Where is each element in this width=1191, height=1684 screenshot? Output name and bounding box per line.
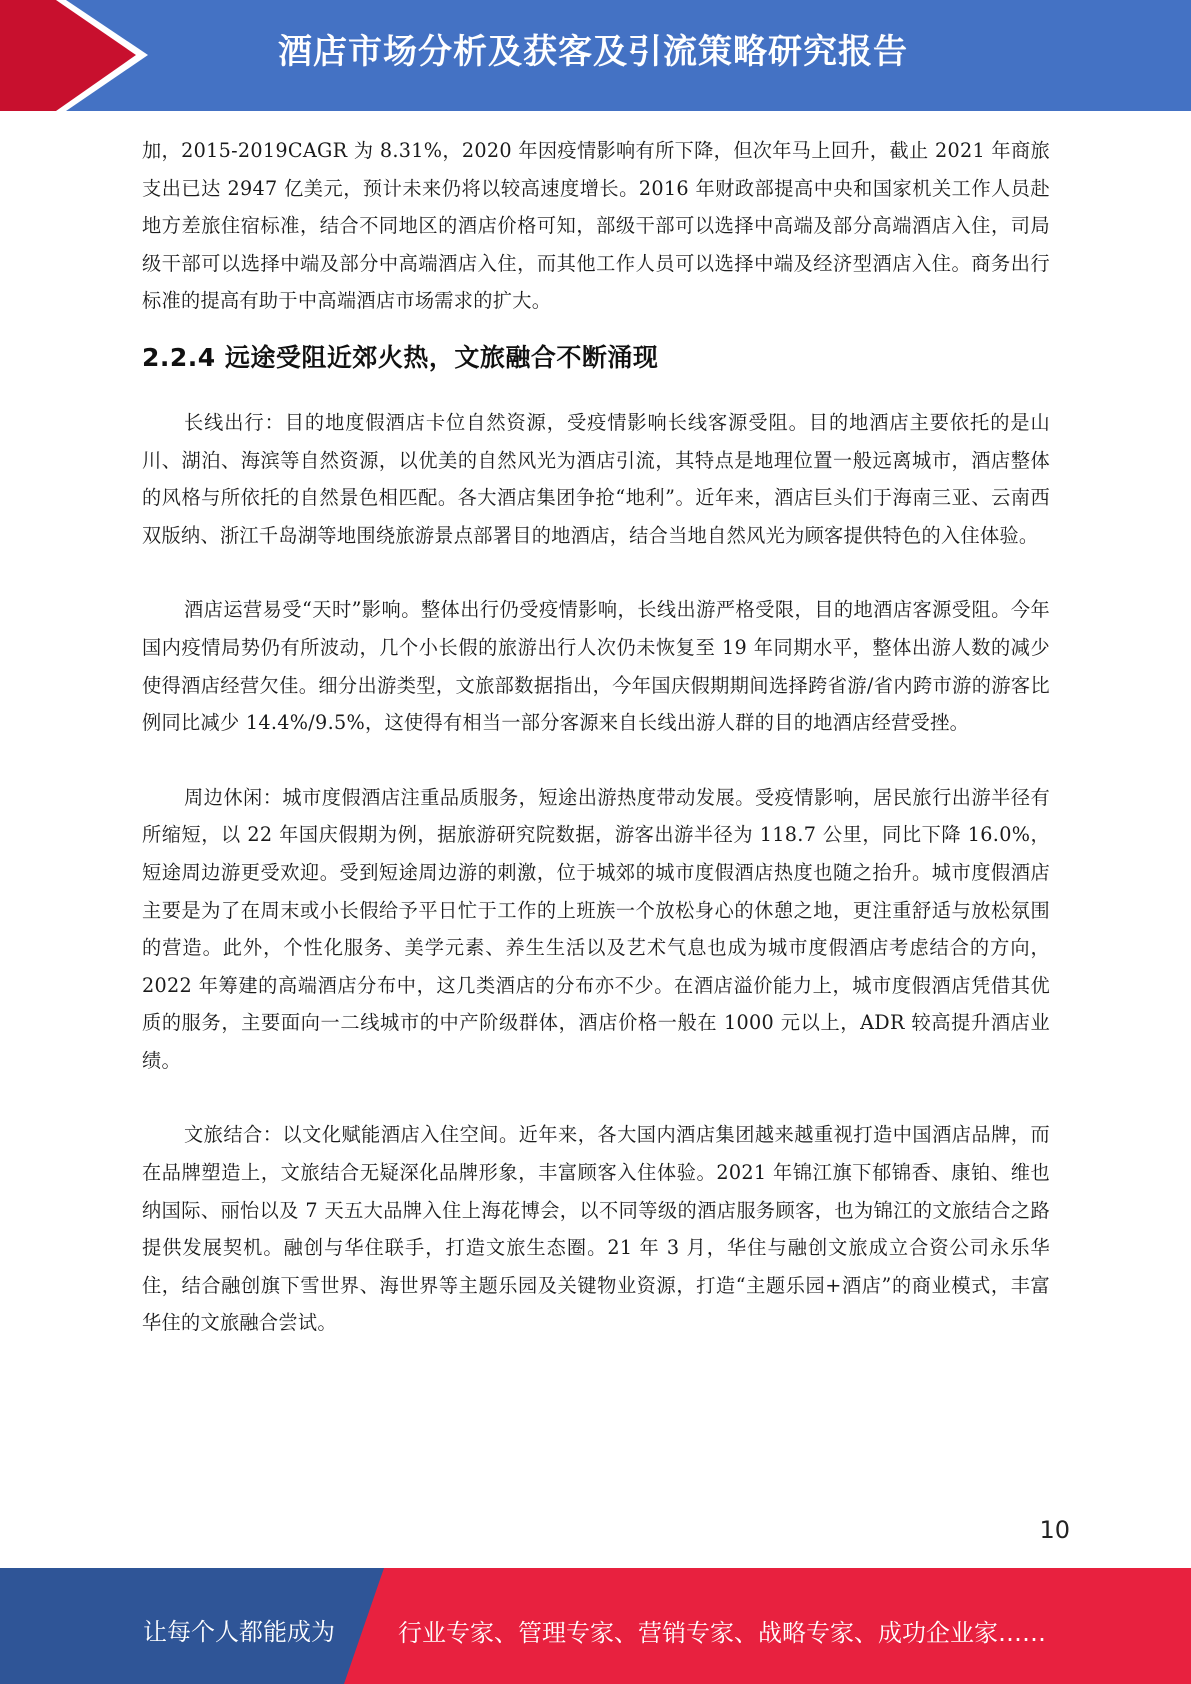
footer-slogan-left: 让每个人都能成为 bbox=[143, 1618, 335, 1646]
paragraph-long-distance-travel: 长线出行：目的地度假酒店卡位自然资源，受疫情影响长线客源受阻。目的地酒店主要依托的是山川、湖泊、海滨等自然资源，以优美的自然风光为酒店引流，其特点是地理位置一般远离城市，酒店整体的风格与所依托的自然景色相匹配。各大酒店集团争抢“地利”。近年来，酒店巨头们于海南三亚、云南西双版纳、浙江千岛湖等地围绕旅游景点部署目的地酒店，结合当地自然风光为顾客提供特色的入住体验。 bbox=[142, 410, 1050, 547]
paragraph-culture-tourism: 文旅结合：以文化赋能酒店入住空间。近年来，各大国内酒店集团越来越重视打造中国酒店品牌，而在品牌塑造上，文旅结合无疑深化品牌形象，丰富顾客入住体验。2021 年锦江旗下郁锦香、康铂、维也纳国际、丽怡以及 7 天五大品牌入住上海花博会，以不同等级的酒店服务顾客，也为锦江的文旅结合之路提供发展契机。融创与华住联手，打造文旅生态圈。21 年 3 月，华住与融创文旅成立合资公司永乐华住，结合融创旗下雪世界、海世界等主题乐园及关键物业资源，打造“主题乐园+酒店”的商业模式，丰富华住的文旅融合尝试。 bbox=[142, 1123, 1050, 1335]
page-number: 10 bbox=[1039, 1516, 1070, 1544]
page-header bbox=[0, 0, 1191, 111]
header-chevron-decoration bbox=[0, 0, 160, 111]
section-heading: 2.2.4 远途受阻近郊火热，文旅融合不断涌现 bbox=[142, 342, 659, 372]
page-footer bbox=[0, 1568, 1191, 1684]
intro-paragraph: 加，2015-2019CAGR 为 8.31%，2020 年因疫情影响有所下降，但次年马上回升，截止 2021 年商旅支出已达 2947 亿美元，预计未来仍将以较高速度增长。2016 年财政部提高中央和国家机关工作人员赴地方差旅住宿标准，结合不同地区的酒店价格可知，部级干部可以选择中高端及部分高端酒店入住，司局级干部可以选择中端及部分中高端酒店入住，而其他工作人员可以选择中端及经济型酒店入住。商务出行标准的提高有助于中高端酒店市场需求的扩大。 bbox=[142, 139, 1050, 313]
main-content bbox=[142, 132, 1050, 1342]
footer-slogan-right: 行业专家、管理专家、营销专家、战略专家、成功企业家…… bbox=[398, 1619, 1046, 1647]
report-title: 酒店市场分析及获客及引流策略研究报告 bbox=[278, 32, 908, 72]
paragraph-nearby-leisure: 周边休闲：城市度假酒店注重品质服务，短途出游热度带动发展。受疫情影响，居民旅行出游半径有所缩短，以 22 年国庆假期为例，据旅游研究院数据，游客出游半径为 118.7 公里，同比下降 16.0%，短途周边游更受欢迎。受到短途周边游的刺激，位于城郊的城市度假酒店热度也随之抬升。城市度假酒店主要是为了在周末或小长假给予平日忙于工作的上班族一个放松身心的休憩之地，更注重舒适与放松氛围的营造。此外，个性化服务、美学元素、养生生活以及艺术气息也成为城市度假酒店考虑结合的方向，2022 年筹建的高端酒店分布中，这几类酒店的分布亦不少。在酒店溢价能力上，城市度假酒店凭借其优质的服务，主要面向一二线城市的中产阶级群体，酒店价格一般在 1000 元以上，ADR 较高提升酒店业绩。 bbox=[142, 785, 1050, 1072]
paragraph-timing-impact: 酒店运营易受“天时”影响。整体出行仍受疫情影响，长线出游严格受限，目的地酒店客源受阻。今年国内疫情局势仍有所波动，几个小长假的旅游出行人次仍未恢复至 19 年同期水平，整体出游人数的减少使得酒店经营欠佳。细分出游类型，文旅部数据指出，今年国庆假期期间选择跨省游/省内跨市游的游客比例同比减少 14.4%/9.5%，这使得有相当一部分客源来自长线出游人群的目的地酒店经营受挫。 bbox=[142, 598, 1050, 735]
